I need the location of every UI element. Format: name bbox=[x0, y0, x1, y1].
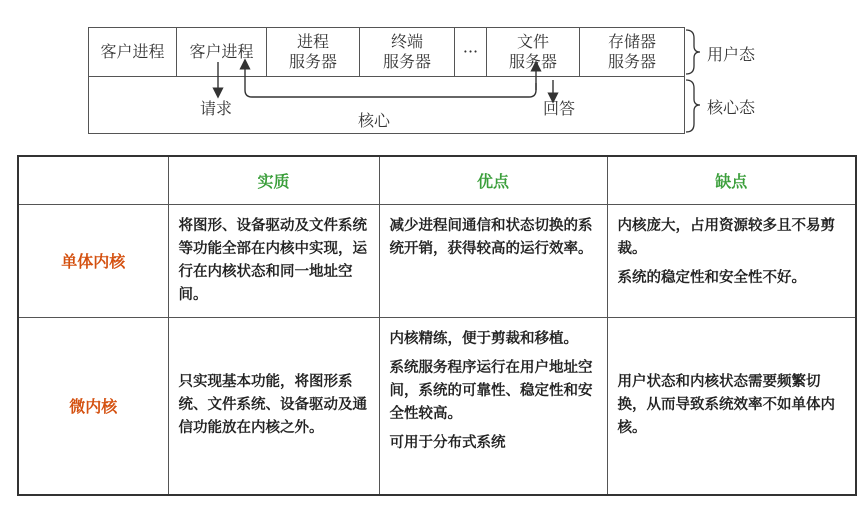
table-header-essence: 实质 bbox=[168, 156, 379, 204]
cell-text: 系统服务程序运行在用户地址空间，系统的可靠性、稳定性和安全性较高。 bbox=[389, 359, 593, 422]
message-arrows bbox=[0, 0, 867, 150]
user-mode-brace bbox=[686, 30, 700, 74]
cell-monolithic-cons bbox=[607, 204, 856, 317]
request-label: 请求 bbox=[200, 99, 233, 118]
kernel-architecture-diagram bbox=[0, 0, 867, 150]
process-label: 服务器 bbox=[382, 52, 431, 71]
cell-text: 可用于分布式系统 bbox=[389, 434, 506, 451]
table-header-cons: 缺点 bbox=[607, 156, 856, 204]
process-label: 文件 bbox=[516, 32, 549, 51]
table-header-empty bbox=[18, 156, 168, 204]
cell-text: 系统的稳定性和安全性不好。 bbox=[617, 269, 806, 286]
kernel-mode-label: 核心态 bbox=[707, 98, 756, 117]
cell-text: 只实现基本功能，将图形系统、文件系统、设备驱动及通信功能放在内核之外。 bbox=[178, 374, 367, 437]
cell-monolithic-essence bbox=[168, 204, 379, 317]
cell-monolithic-pros bbox=[379, 204, 607, 317]
kernel-mode-brace bbox=[686, 80, 700, 132]
table-row-microkernel bbox=[18, 317, 856, 495]
process-label: 进程 bbox=[296, 32, 329, 51]
cell-text: 内核庞大，占用资源较多且不易剪裁。 bbox=[617, 217, 835, 257]
cell-text: 内核精练，便于剪裁和移植。 bbox=[389, 330, 578, 347]
cell-microkernel-essence bbox=[168, 317, 379, 495]
kernel-path-arrow bbox=[245, 64, 536, 97]
reply-label: 回答 bbox=[543, 99, 576, 118]
row-title-microkernel: 微内核 bbox=[18, 317, 168, 495]
process-label: 客户进程 bbox=[189, 42, 254, 61]
process-label: 服务器 bbox=[288, 52, 337, 71]
kernel-comparison-table bbox=[17, 155, 857, 496]
row-title-monolithic: 单体内核 bbox=[18, 204, 168, 317]
table-header-pros: 优点 bbox=[379, 156, 607, 204]
cell-text: 减少进程间通信和状态切换的系统开销，获得较高的运行效率。 bbox=[389, 217, 593, 257]
table-row-monolithic bbox=[18, 204, 856, 317]
kernel-label: 核心 bbox=[358, 111, 391, 130]
process-label: 存储器 bbox=[607, 32, 656, 51]
process-label: 终端 bbox=[390, 32, 423, 51]
process-label: 服务器 bbox=[508, 52, 557, 71]
cell-microkernel-cons bbox=[607, 317, 856, 495]
table-header-row bbox=[18, 156, 856, 204]
cell-text: 用户状态和内核状态需要频繁切换，从而导致系统效率不如单体内核。 bbox=[617, 374, 835, 437]
ellipsis-label: ··· bbox=[462, 42, 479, 61]
cell-text: 将图形、设备驱动及文件系统等功能全部在内核中实现，运行在内核状态和同一地址空间。 bbox=[178, 217, 367, 303]
process-label: 服务器 bbox=[607, 52, 656, 71]
process-label: 客户进程 bbox=[100, 42, 165, 61]
cell-microkernel-pros bbox=[379, 317, 607, 495]
user-mode-label: 用户态 bbox=[707, 45, 756, 64]
